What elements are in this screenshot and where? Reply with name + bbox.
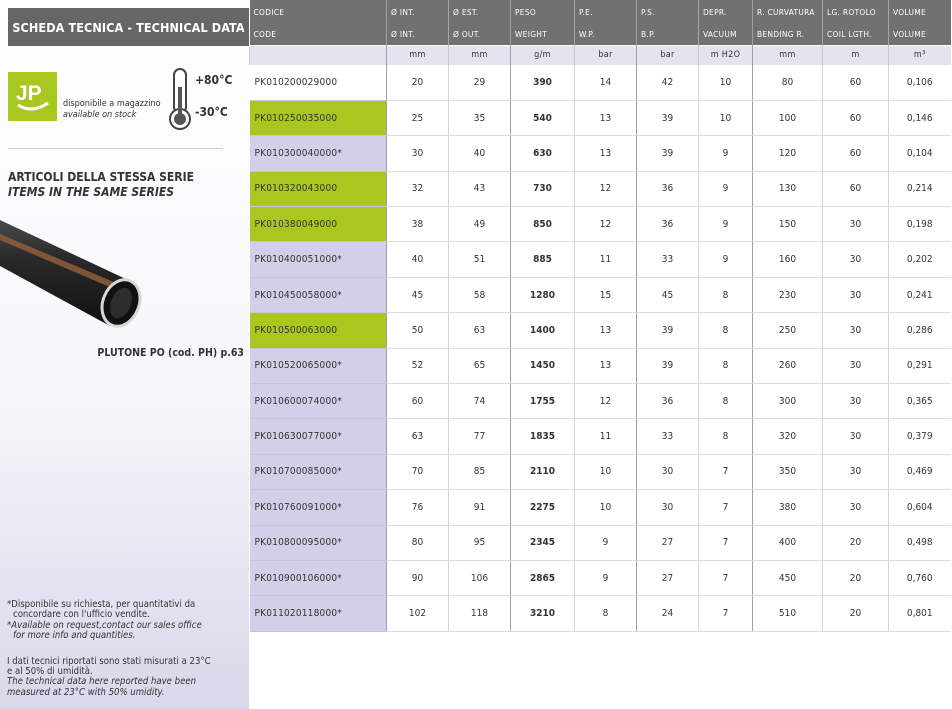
cell-int: 76 bbox=[387, 490, 449, 525]
cell-vol: 0,198 bbox=[889, 207, 951, 242]
table-row bbox=[250, 525, 951, 560]
cell-code: PK010400051000* bbox=[250, 242, 387, 277]
table-body bbox=[250, 65, 951, 631]
cell-curv: 350 bbox=[753, 454, 823, 489]
cell-rot: 30 bbox=[823, 313, 889, 348]
cell-ps: 30 bbox=[637, 490, 699, 525]
table-row bbox=[250, 490, 951, 525]
note-request-it-2: concordare con l'ufficio vendite. bbox=[13, 609, 150, 621]
cell-curv: 160 bbox=[753, 242, 823, 277]
thermometer-icon bbox=[168, 67, 192, 135]
col-header-peso-en: WEIGHT bbox=[511, 23, 575, 45]
cell-vol: 0,291 bbox=[889, 348, 951, 383]
cell-code: PK010300040000* bbox=[250, 136, 387, 171]
col-header-rot-en: COIL LGTH. bbox=[823, 23, 889, 45]
cell-pe: 12 bbox=[575, 384, 637, 419]
cell-peso: 1755 bbox=[511, 384, 575, 419]
col-header-curv-it: R. CURVATURA bbox=[753, 0, 823, 23]
cell-curv: 150 bbox=[753, 207, 823, 242]
cell-code: PK010800095000* bbox=[250, 525, 387, 560]
cell-est: 29 bbox=[449, 65, 511, 100]
cell-ps: 24 bbox=[637, 596, 699, 631]
col-header-peso-it: PESO bbox=[511, 0, 575, 23]
table-row bbox=[250, 136, 951, 171]
cell-peso: 2110 bbox=[511, 454, 575, 489]
cell-vol: 0,202 bbox=[889, 242, 951, 277]
cell-est: 118 bbox=[449, 596, 511, 631]
cell-peso: 630 bbox=[511, 136, 575, 171]
cell-int: 102 bbox=[387, 596, 449, 631]
series-heading-en: ITEMS IN THE SAME SERIES bbox=[8, 185, 175, 199]
cell-pe: 9 bbox=[575, 525, 637, 560]
cell-pe: 15 bbox=[575, 277, 637, 312]
table-row bbox=[250, 454, 951, 489]
cell-vol: 0,286 bbox=[889, 313, 951, 348]
cell-depr: 8 bbox=[699, 419, 753, 454]
cell-peso: 850 bbox=[511, 207, 575, 242]
cell-int: 20 bbox=[387, 65, 449, 100]
table-row bbox=[250, 277, 951, 312]
table-row bbox=[250, 560, 951, 595]
cell-depr: 8 bbox=[699, 348, 753, 383]
cell-int: 90 bbox=[387, 560, 449, 595]
cell-ps: 39 bbox=[637, 348, 699, 383]
cell-ps: 33 bbox=[637, 419, 699, 454]
unit-ps: bar bbox=[637, 45, 699, 65]
cell-ps: 39 bbox=[637, 313, 699, 348]
cell-curv: 100 bbox=[753, 100, 823, 135]
pipe-image bbox=[0, 208, 150, 337]
cell-depr: 9 bbox=[699, 242, 753, 277]
cell-int: 80 bbox=[387, 525, 449, 560]
cell-int: 38 bbox=[387, 207, 449, 242]
col-header-est-it: Ø EST. bbox=[449, 0, 511, 23]
cell-int: 40 bbox=[387, 242, 449, 277]
cell-curv: 130 bbox=[753, 171, 823, 206]
cell-rot: 30 bbox=[823, 419, 889, 454]
cell-int: 30 bbox=[387, 136, 449, 171]
table-row bbox=[250, 65, 951, 100]
cell-vol: 0,146 bbox=[889, 100, 951, 135]
cell-rot: 20 bbox=[823, 560, 889, 595]
cell-int: 52 bbox=[387, 348, 449, 383]
note-request-en-2: for more info and quantities. bbox=[13, 630, 136, 642]
divider bbox=[8, 148, 223, 149]
cell-peso: 2275 bbox=[511, 490, 575, 525]
cell-code: PK010320043000 bbox=[250, 171, 387, 206]
unit-pe: bar bbox=[575, 45, 637, 65]
cell-vol: 0,365 bbox=[889, 384, 951, 419]
cell-int: 50 bbox=[387, 313, 449, 348]
cell-rot: 60 bbox=[823, 65, 889, 100]
cell-ps: 30 bbox=[637, 454, 699, 489]
unit-rot: m bbox=[823, 45, 889, 65]
cell-vol: 0,106 bbox=[889, 65, 951, 100]
cell-code: PK010900106000* bbox=[250, 560, 387, 595]
cell-curv: 300 bbox=[753, 384, 823, 419]
cell-pe: 12 bbox=[575, 207, 637, 242]
cell-curv: 250 bbox=[753, 313, 823, 348]
table-row bbox=[250, 419, 951, 454]
cell-depr: 8 bbox=[699, 277, 753, 312]
cell-pe: 14 bbox=[575, 65, 637, 100]
svg-text:JP: JP bbox=[16, 82, 42, 105]
unit-est: mm bbox=[449, 45, 511, 65]
table-row bbox=[250, 596, 951, 631]
cell-int: 70 bbox=[387, 454, 449, 489]
cell-vol: 0,104 bbox=[889, 136, 951, 171]
col-header-vol-it: VOLUME bbox=[889, 0, 951, 23]
table-row bbox=[250, 242, 951, 277]
table-row bbox=[250, 171, 951, 206]
cell-pe: 11 bbox=[575, 419, 637, 454]
cell-peso: 540 bbox=[511, 100, 575, 135]
cell-ps: 36 bbox=[637, 171, 699, 206]
cell-peso: 1280 bbox=[511, 277, 575, 312]
cell-depr: 10 bbox=[699, 100, 753, 135]
cell-code: PK010200029000 bbox=[250, 65, 387, 100]
cell-peso: 730 bbox=[511, 171, 575, 206]
sidebar-panel bbox=[0, 0, 249, 709]
col-header-rot-it: LG. ROTOLO bbox=[823, 0, 889, 23]
col-header-ps-it: P.S. bbox=[637, 0, 699, 23]
note-measure-it-2: e al 50% di umidità. bbox=[7, 666, 93, 678]
cell-rot: 30 bbox=[823, 348, 889, 383]
unit-vol: m³ bbox=[889, 45, 951, 65]
cell-depr: 8 bbox=[699, 313, 753, 348]
table-row bbox=[250, 384, 951, 419]
cell-ps: 42 bbox=[637, 65, 699, 100]
cell-ps: 45 bbox=[637, 277, 699, 312]
col-header-code-it: CODICE bbox=[250, 0, 387, 23]
cell-depr: 9 bbox=[699, 171, 753, 206]
cell-peso: 2865 bbox=[511, 560, 575, 595]
cell-vol: 0,469 bbox=[889, 454, 951, 489]
cell-est: 85 bbox=[449, 454, 511, 489]
cell-depr: 7 bbox=[699, 525, 753, 560]
unit-code bbox=[250, 45, 387, 65]
cell-int: 60 bbox=[387, 384, 449, 419]
col-header-depr-it: DEPR. bbox=[699, 0, 753, 23]
stock-label-it: disponibile a magazzino bbox=[63, 99, 161, 109]
cell-rot: 20 bbox=[823, 525, 889, 560]
unit-curv: mm bbox=[753, 45, 823, 65]
cell-pe: 9 bbox=[575, 560, 637, 595]
cell-rot: 60 bbox=[823, 100, 889, 135]
unit-depr: m H2O bbox=[699, 45, 753, 65]
table-row bbox=[250, 100, 951, 135]
cell-pe: 13 bbox=[575, 100, 637, 135]
col-header-pe-it: P.E. bbox=[575, 0, 637, 23]
cell-peso: 2345 bbox=[511, 525, 575, 560]
cell-ps: 39 bbox=[637, 100, 699, 135]
temp-max-label: +80°C bbox=[195, 73, 233, 87]
cell-pe: 13 bbox=[575, 348, 637, 383]
cell-peso: 1450 bbox=[511, 348, 575, 383]
cell-code: PK010380049000 bbox=[250, 207, 387, 242]
cell-int: 25 bbox=[387, 100, 449, 135]
cell-ps: 33 bbox=[637, 242, 699, 277]
cell-curv: 80 bbox=[753, 65, 823, 100]
cell-est: 95 bbox=[449, 525, 511, 560]
cell-vol: 0,604 bbox=[889, 490, 951, 525]
cell-code: PK010500063000 bbox=[250, 313, 387, 348]
col-header-est-en: Ø OUT. bbox=[449, 23, 511, 45]
cell-rot: 30 bbox=[823, 490, 889, 525]
col-header-depr-en: VACUUM bbox=[699, 23, 753, 45]
cell-est: 40 bbox=[449, 136, 511, 171]
col-header-pe-en: W.P. bbox=[575, 23, 637, 45]
cell-code: PK010760091000* bbox=[250, 490, 387, 525]
note-measure-en-1: The technical data here reported have been bbox=[7, 676, 197, 688]
stock-label-en: available on stock bbox=[63, 110, 137, 120]
cell-depr: 7 bbox=[699, 490, 753, 525]
cell-est: 51 bbox=[449, 242, 511, 277]
cell-depr: 7 bbox=[699, 596, 753, 631]
technical-data-table bbox=[249, 0, 951, 632]
cell-rot: 60 bbox=[823, 171, 889, 206]
cell-ps: 27 bbox=[637, 560, 699, 595]
cell-depr: 7 bbox=[699, 560, 753, 595]
cell-depr: 9 bbox=[699, 207, 753, 242]
cell-rot: 30 bbox=[823, 207, 889, 242]
cell-rot: 30 bbox=[823, 384, 889, 419]
cell-curv: 400 bbox=[753, 525, 823, 560]
cell-peso: 390 bbox=[511, 65, 575, 100]
cell-depr: 10 bbox=[699, 65, 753, 100]
cell-code: PK010520065000* bbox=[250, 348, 387, 383]
cell-curv: 260 bbox=[753, 348, 823, 383]
series-heading-it: ARTICOLI DELLA STESSA SERIE bbox=[8, 170, 194, 184]
col-header-curv-en: BENDING R. bbox=[753, 23, 823, 45]
unit-peso: g/m bbox=[511, 45, 575, 65]
temp-min-label: -30°C bbox=[195, 105, 228, 119]
cell-code: PK010700085000* bbox=[250, 454, 387, 489]
cell-curv: 320 bbox=[753, 419, 823, 454]
page-title: SCHEDA TECNICA - TECHNICAL DATA bbox=[8, 8, 249, 46]
note-request-en-1: *Available on request,contact our sales office bbox=[7, 619, 202, 631]
cell-ps: 39 bbox=[637, 136, 699, 171]
cell-est: 106 bbox=[449, 560, 511, 595]
cell-rot: 20 bbox=[823, 596, 889, 631]
note-request-it-1: *Disponibile su richiesta, per quantitativi da bbox=[7, 599, 196, 610]
cell-pe: 11 bbox=[575, 242, 637, 277]
col-header-code-en: CODE bbox=[250, 23, 387, 45]
cell-est: 65 bbox=[449, 348, 511, 383]
col-header-vol-en: VOLUME bbox=[889, 23, 951, 45]
cell-pe: 8 bbox=[575, 596, 637, 631]
cell-peso: 885 bbox=[511, 242, 575, 277]
unit-int: mm bbox=[387, 45, 449, 65]
cell-depr: 9 bbox=[699, 136, 753, 171]
cell-rot: 30 bbox=[823, 277, 889, 312]
cell-int: 45 bbox=[387, 277, 449, 312]
col-header-int-it: Ø INT. bbox=[387, 0, 449, 23]
cell-curv: 120 bbox=[753, 136, 823, 171]
table-row bbox=[250, 348, 951, 383]
cell-pe: 13 bbox=[575, 313, 637, 348]
footnotes bbox=[7, 600, 247, 698]
cell-vol: 0,214 bbox=[889, 171, 951, 206]
cell-curv: 450 bbox=[753, 560, 823, 595]
col-header-int-en: Ø INT. bbox=[387, 23, 449, 45]
cell-code: PK011020118000* bbox=[250, 596, 387, 631]
cell-int: 32 bbox=[387, 171, 449, 206]
cell-depr: 8 bbox=[699, 384, 753, 419]
cell-vol: 0,760 bbox=[889, 560, 951, 595]
cell-peso: 3210 bbox=[511, 596, 575, 631]
cell-ps: 36 bbox=[637, 384, 699, 419]
cell-pe: 13 bbox=[575, 136, 637, 171]
table-row bbox=[250, 313, 951, 348]
cell-curv: 510 bbox=[753, 596, 823, 631]
cell-peso: 1400 bbox=[511, 313, 575, 348]
note-measure-en-2: measured at 23°C with 50% umidity. bbox=[7, 686, 165, 698]
cell-est: 63 bbox=[449, 313, 511, 348]
cell-est: 91 bbox=[449, 490, 511, 525]
cell-rot: 60 bbox=[823, 136, 889, 171]
cell-est: 35 bbox=[449, 100, 511, 135]
cell-ps: 27 bbox=[637, 525, 699, 560]
jp-logo-icon bbox=[8, 72, 57, 121]
cell-int: 63 bbox=[387, 419, 449, 454]
col-header-ps-en: B.P. bbox=[637, 23, 699, 45]
cell-est: 58 bbox=[449, 277, 511, 312]
cell-code: PK010630077000* bbox=[250, 419, 387, 454]
cell-peso: 1835 bbox=[511, 419, 575, 454]
cell-vol: 0,498 bbox=[889, 525, 951, 560]
cell-est: 49 bbox=[449, 207, 511, 242]
cell-depr: 7 bbox=[699, 454, 753, 489]
cell-est: 77 bbox=[449, 419, 511, 454]
cell-code: PK010250035000 bbox=[250, 100, 387, 135]
cell-est: 74 bbox=[449, 384, 511, 419]
cell-vol: 0,241 bbox=[889, 277, 951, 312]
cell-vol: 0,801 bbox=[889, 596, 951, 631]
pipe-caption: PLUTONE PO (cod. PH) p.63 bbox=[97, 347, 244, 359]
cell-rot: 30 bbox=[823, 454, 889, 489]
cell-vol: 0,379 bbox=[889, 419, 951, 454]
cell-curv: 380 bbox=[753, 490, 823, 525]
cell-curv: 230 bbox=[753, 277, 823, 312]
cell-ps: 36 bbox=[637, 207, 699, 242]
cell-rot: 30 bbox=[823, 242, 889, 277]
cell-est: 43 bbox=[449, 171, 511, 206]
cell-pe: 10 bbox=[575, 454, 637, 489]
note-measure-it-1: I dati tecnici riportati sono stati misurati a 23°C bbox=[7, 655, 211, 667]
cell-pe: 12 bbox=[575, 171, 637, 206]
table-row bbox=[250, 207, 951, 242]
cell-code: PK010600074000* bbox=[250, 384, 387, 419]
cell-pe: 10 bbox=[575, 490, 637, 525]
cell-code: PK010450058000* bbox=[250, 277, 387, 312]
